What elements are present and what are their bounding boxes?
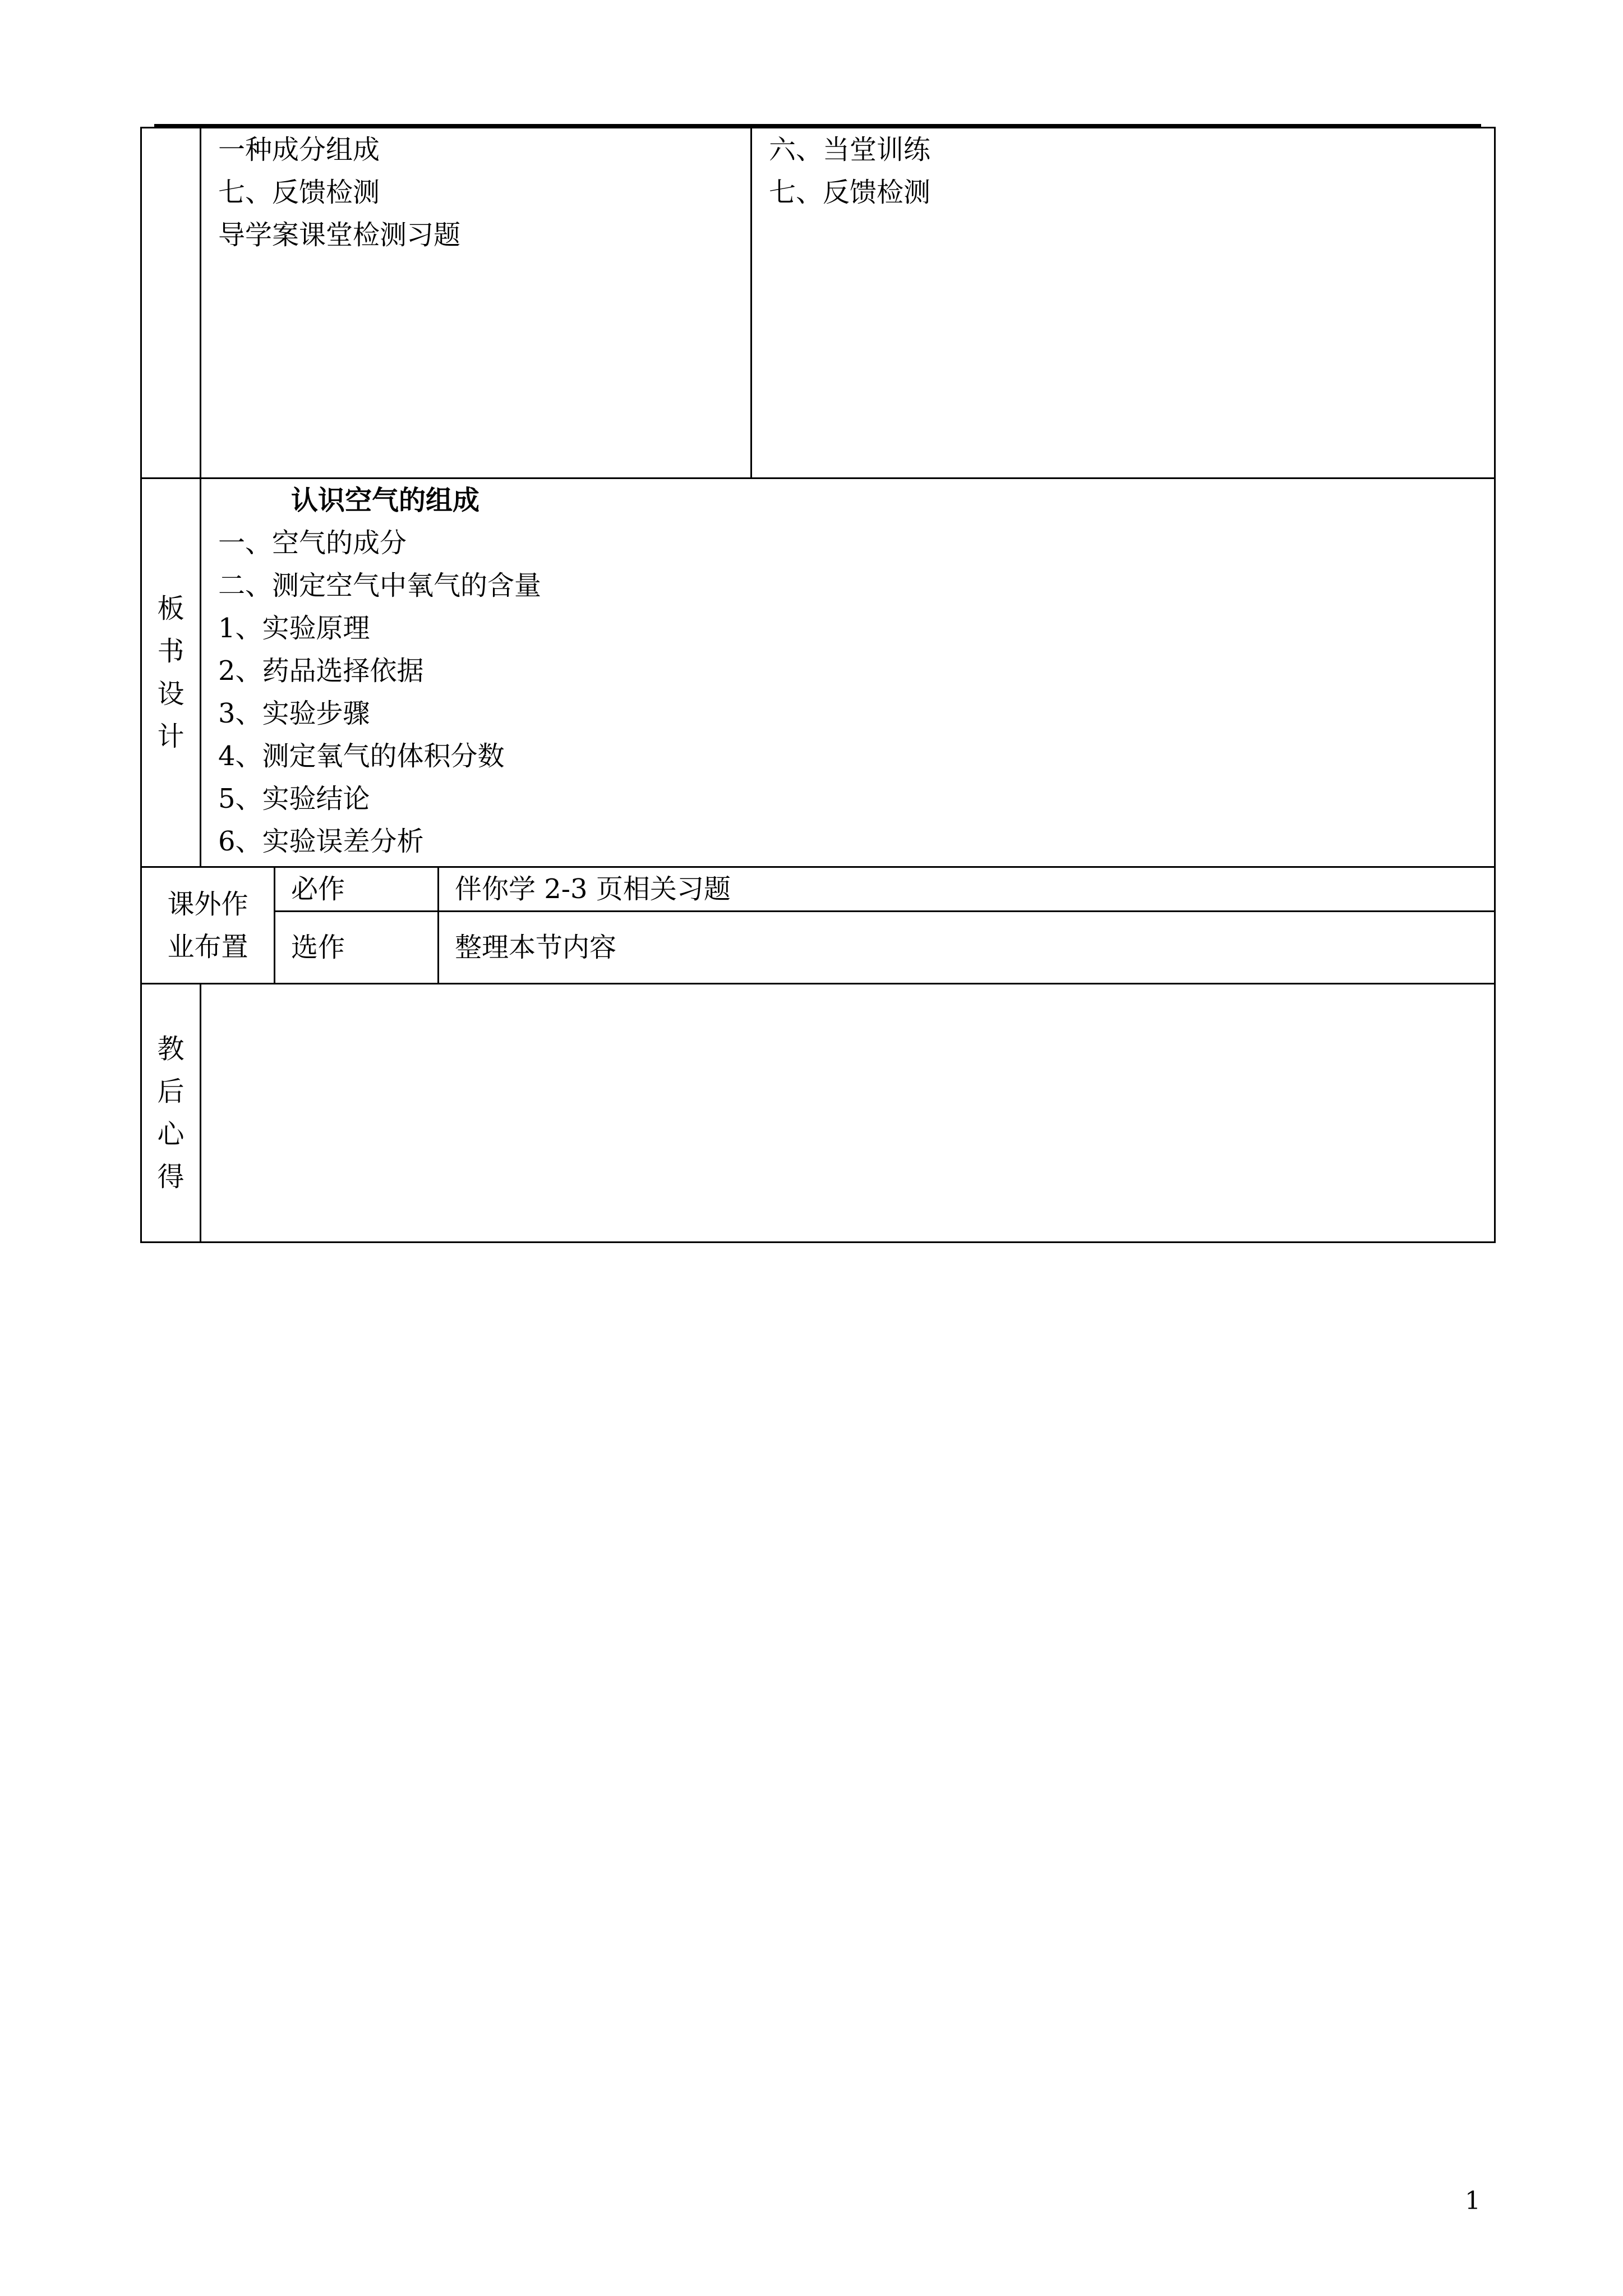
required-label: 必作 — [275, 867, 439, 912]
required-value: 伴你学 2-3 页相关习题 — [439, 867, 1495, 912]
page-number: 1 — [1465, 2187, 1481, 2215]
top-right-line: 六、当堂训练 — [769, 134, 931, 165]
board-design-title: 认识空气的组成 — [291, 485, 480, 516]
board-design-line: 5、实验结论 — [218, 783, 370, 815]
homework-label-line: 业布置 — [167, 931, 248, 963]
board-design-line: 1、实验原理 — [218, 613, 370, 644]
label-char: 设 — [157, 678, 185, 710]
label-char: 后 — [157, 1076, 185, 1107]
top-right-line: 七、反馈检测 — [769, 177, 931, 208]
top-section-right-cell — [751, 128, 1495, 478]
reflection-content — [201, 984, 1495, 1243]
optional-value: 整理本节内容 — [439, 912, 1495, 984]
top-left-line: 导学案课堂检测习题 — [218, 219, 461, 251]
board-design-line: 3、实验步骤 — [218, 698, 370, 729]
board-design-line: 4、测定氧气的体积分数 — [218, 740, 505, 772]
board-design-line: 2、药品选择依据 — [218, 655, 424, 687]
board-design-line: 一、空气的成分 — [218, 527, 407, 559]
optional-label: 选作 — [275, 912, 439, 984]
reflection-label — [141, 984, 201, 1243]
lesson-plan-table — [140, 127, 1496, 1243]
top-section-row — [141, 128, 1495, 478]
homework-label-line: 课外作 — [167, 888, 248, 920]
top-section-label-cell — [141, 128, 201, 478]
top-left-line: 七、反馈检测 — [218, 177, 380, 208]
board-design-content — [201, 478, 1495, 867]
board-design-line: 6、实验误差分析 — [218, 826, 424, 857]
board-design-line: 二、测定空气中氧气的含量 — [218, 570, 542, 601]
label-char: 书 — [157, 636, 185, 667]
board-design-row — [141, 478, 1495, 867]
top-section-left-cell — [201, 128, 751, 478]
homework-label — [141, 867, 275, 984]
homework-required-row — [141, 867, 1495, 912]
board-design-label — [141, 478, 201, 867]
label-char: 板 — [157, 593, 185, 624]
reflection-row — [141, 984, 1495, 1243]
label-char: 心 — [157, 1119, 185, 1150]
label-char: 计 — [157, 721, 185, 752]
label-char: 得 — [157, 1161, 185, 1193]
homework-optional-row — [141, 912, 1495, 984]
top-left-line: 一种成分组成 — [218, 134, 380, 165]
label-char: 教 — [157, 1033, 185, 1065]
